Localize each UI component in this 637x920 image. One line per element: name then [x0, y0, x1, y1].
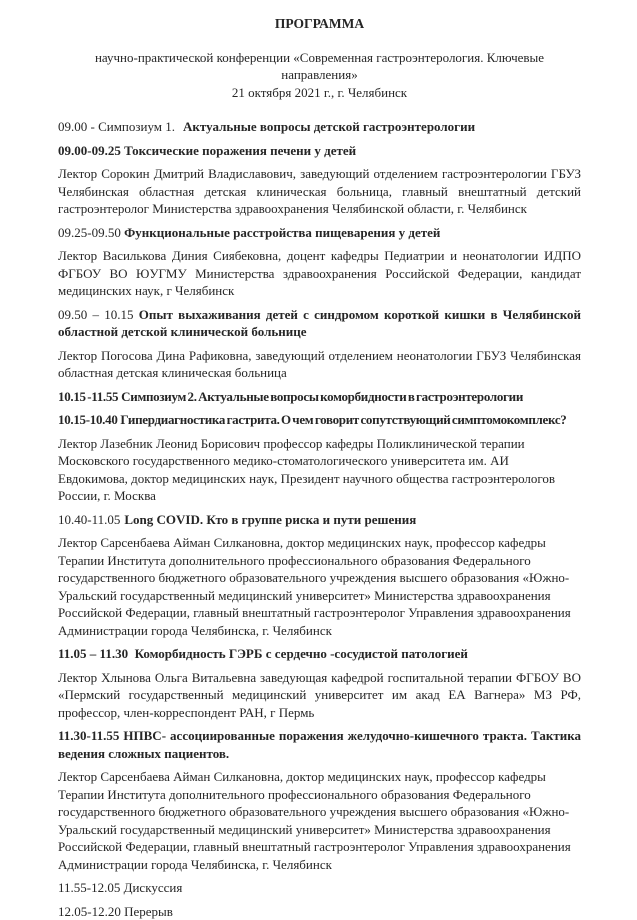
symposium-1-heading — [58, 118, 581, 136]
talk-7-heading: 11.30-11.55 НПВС- ассоциированные поражения желудочно-кишечного тракта. Тактика ведения сложных пациентов. — [58, 727, 581, 762]
symposium-1-title: Актуальные вопросы детской гастроэнтерологии — [183, 119, 475, 134]
document-title: ПРОГРАММА — [58, 15, 581, 33]
subtitle-conference-name: научно-практической конференции «Современная гастроэнтерология. Ключевые направления» — [95, 50, 544, 83]
talk-1-heading: 09.00-09.25 Токсические поражения печени у детей — [58, 142, 581, 160]
talk-1-lecturer: Лектор Сорокин Дмитрий Владиславович, заведующий отделением гастроэнтерологии ГБУЗ Челябинская областная детская клиническая больница, главный внештатный детский гастроэнтеролог Министерства здравоохранения Челябинской области, г. Челябинск — [58, 165, 581, 218]
talk-3-heading — [58, 306, 581, 341]
talk-6-heading: 11.05 – 11.30 Коморбидность ГЭРБ с сердечно -сосудистой патологией — [58, 645, 581, 663]
talk-3-lecturer: Лектор Погосова Дина Рафиковна, заведующий отделением неонатологии ГБУЗ Челябинская областная детская клиническая больница — [58, 347, 581, 382]
symposium-2-heading: 10.15 -11.55 Симпозиум 2. Актуальные вопросы коморбидности в гастроэнтерологии — [58, 388, 581, 406]
talk-4-lecturer: Лектор Лазебник Леонид Борисович профессор кафедры Поликлинической терапии Московского государственного медико-стоматологического университета им. АИ Евдокимова, доктор медицинских наук, Президент научного общества гастроэнтерологов России, г. Москва — [58, 435, 581, 505]
talk-2-heading — [58, 224, 581, 242]
talk-7-lecturer: Лектор Сарсенбаева Айман Силкановна, доктор медицинских наук, профессор кафедры Терапии Института дополнительного профессионального образования Федерального государственного бюджетного образовательного учреждения высшего образования «Южно-Уральский государственный медицинский университет» Министерства здравоохранения Российской Федерации, главный внештатный гастроэнтеролог Управления здравоохранения Администрации города Челябинска, г. Челябинск — [58, 768, 581, 873]
talk-2-title: Функциональные расстройства пищеварения у детей — [124, 225, 440, 240]
talk-2-lecturer: Лектор Василькова Диния Сиябековна, доцент кафедры Педиатрии и неонатологии ИДПО ФГБОУ ВО ЮУГМУ Министерства здравоохранения Российской Федерации, кандидат медицинских наук, г Челябинск — [58, 247, 581, 300]
document-subtitle — [58, 49, 581, 102]
talk-5-lecturer: Лектор Сарсенбаева Айман Силкановна, доктор медицинских наук, профессор кафедры Терапии Института дополнительного профессионального образования Федерального государственного бюджетного образовательного учреждения высшего образования «Южно-Уральский государственный медицинский университет» Министерства здравоохранения Российской Федерации, главный внештатный гастроэнтеролог Управления здравоохранения Администрации города Челябинска, г. Челябинск — [58, 534, 581, 639]
subtitle-date-location: 21 октября 2021 г., г. Челябинск — [232, 85, 407, 100]
talk-5-title: Long COVID. Кто в группе риска и пути решения — [124, 512, 416, 527]
break-item: 12.05-12.20 Перерыв — [58, 903, 581, 920]
talk-5-time: 10.40-11.05 — [58, 512, 120, 527]
talk-6-lecturer: Лектор Хлынова Ольга Витальевна заведующая кафедрой госпитальной терапии ФГБОУ ВО «Пермский государственный медицинский университет им акад ЕА Вагнера» МЗ РФ, профессор, член-корреспондент РАН, г Пермь — [58, 669, 581, 722]
talk-5-heading — [58, 511, 581, 529]
talk-3-title: Опыт выхаживания детей с синдромом короткой кишки в Челябинской областной детской клинической больнице — [58, 307, 581, 340]
talk-4-heading: 10.15-10.40 Гипердиагностика гастрита. О чем говорит сопутствующий симптомокомплекс? — [58, 411, 581, 429]
discussion-item: 11.55-12.05 Дискуссия — [58, 879, 581, 897]
talk-2-time: 09.25-09.50 — [58, 225, 121, 240]
symposium-1-time: 09.00 - Симпозиум 1. — [58, 119, 175, 134]
talk-3-time: 09.50 – 10.15 — [58, 307, 134, 322]
